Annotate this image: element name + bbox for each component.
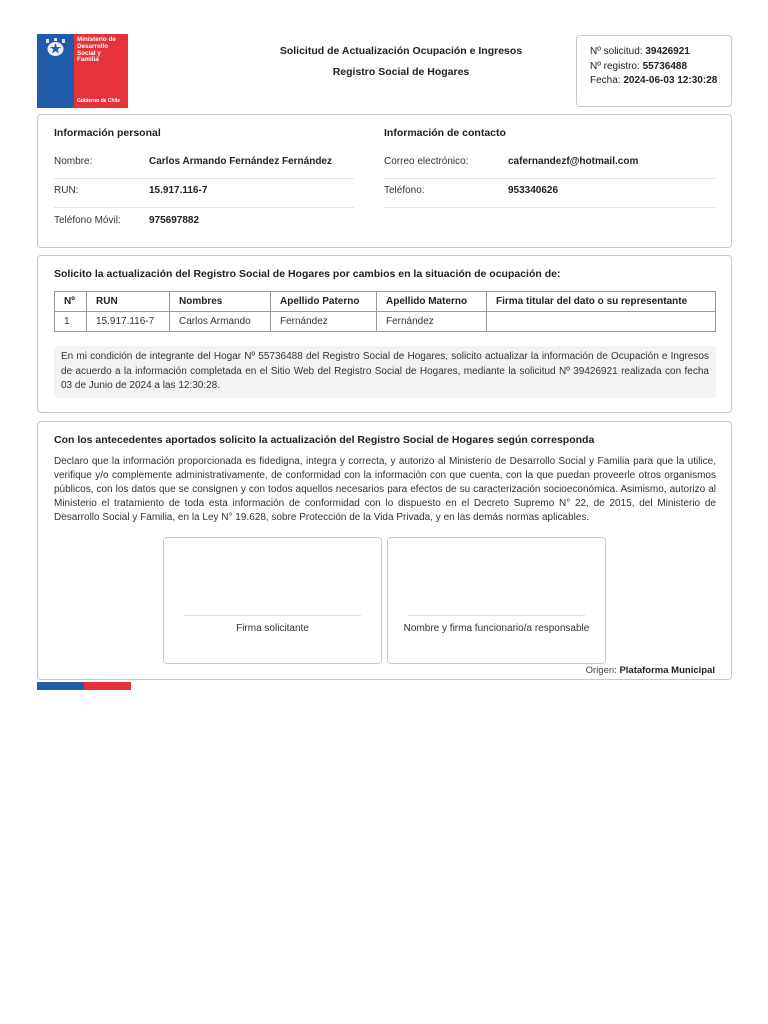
official-signature-label: Nombre y firma funcionario/a responsable <box>403 623 590 634</box>
request-date-row: Fecha: 2024-06-03 12:30:28 <box>590 75 718 86</box>
table-header-row <box>55 292 716 312</box>
request-number-row: Nº solicitud: 39426921 <box>590 46 690 57</box>
request-number: 39426921 <box>645 46 690 57</box>
signature-line <box>408 615 585 616</box>
flag-stripe-blue <box>37 682 84 690</box>
ministry-logo <box>37 34 128 108</box>
column-header: Nº <box>55 292 87 312</box>
divider <box>54 178 354 179</box>
table-cell: 1 <box>55 312 87 332</box>
run-label: RUN: <box>54 185 79 196</box>
column-header: Nombres <box>170 292 271 312</box>
run-value: 15.917.116-7 <box>149 185 208 196</box>
email-value: cafernandezf@hotmail.com <box>508 156 639 167</box>
signature-line <box>184 615 361 616</box>
request-date: 2024-06-03 12:30:28 <box>623 75 718 86</box>
divider <box>54 207 354 208</box>
flag-stripe-red <box>84 682 131 690</box>
phone-value: 953340626 <box>508 185 559 196</box>
occupation-request-card <box>37 255 732 413</box>
table-cell: 15.917.116-7 <box>87 312 170 332</box>
table-row <box>55 312 716 332</box>
declaration-card <box>37 421 732 680</box>
declaration-text: Declaro que la información proporcionada es fidedigna, integra y correcta, y autorizo al Ministerio de Desarrollo Social y Familia para que la utilice, verifique y/o complemente administrativamente, de conformidad con la información con que cuenta, con la que puedan proveerle otros organismos públicos, con los datos que se consignen y con todos aquellos necesarios para efectos de su caracterización socioeconómica. Asimismo, autorizo al Ministerio el tratamiento de toda esta información de conformidad con lo dispuesto en el Decreto Supremo N° 22, de 2015, del Ministerio de Desarrollo Social y Familia, en la Ley N° 19.628, sobre Protección de la Vida Privada, y en las demás normas aplicables. <box>54 456 716 523</box>
email-label: Correo electrónico: <box>384 156 469 167</box>
official-signature-box <box>387 537 606 664</box>
personal-info-title: Información personal <box>54 127 161 139</box>
applicant-signature-label: Firma solicitante <box>236 623 309 634</box>
request-notice: En mi condición de integrante del Hogar Nº 55736488 del Registro Social de Hogares, solicito actualizar la información de Ocupación e Ingresos de acuerdo a la información completada en el Sitio Web del Registro Social de Hogares, mediante la solicitud Nº 39426921 realizada con fecha 03 de Junio de 2024 a las 12:30:28. <box>54 346 716 398</box>
name-value: Carlos Armando Fernández Fernández <box>149 156 332 167</box>
logo-ministry-name: Ministerio de Desarrollo Social y Familia <box>77 36 116 64</box>
registry-number-row: Nº registro: 55736488 <box>590 60 688 72</box>
divider <box>384 207 716 208</box>
document-subtitle: Registro Social de Hogares <box>332 66 470 78</box>
column-header: Apellido Materno <box>377 292 487 312</box>
document-title: Solicitud de Actualización Ocupación e Ingresos <box>279 45 523 57</box>
personal-contact-card <box>37 114 732 248</box>
column-header: RUN <box>87 292 170 312</box>
registry-number: 55736488 <box>642 60 688 72</box>
signature-cell <box>487 312 716 332</box>
divider <box>384 178 716 179</box>
table-cell: Fernández <box>377 312 487 332</box>
mobile-value: 975697882 <box>149 215 200 226</box>
phone-label: Teléfono: <box>384 185 425 196</box>
origin-note: Origen: Plataforma Municipal <box>585 665 715 676</box>
logo-government-label: Gobierno de Chile <box>77 98 121 104</box>
applicant-signature-box <box>163 537 382 664</box>
table-cell: Fernández <box>271 312 377 332</box>
column-header: Apellido Paterno <box>271 292 377 312</box>
contact-info-title: Información de contacto <box>384 127 506 139</box>
name-label: Nombre: <box>54 156 93 167</box>
table-cell: Carlos Armando <box>170 312 271 332</box>
column-header: Firma titular del dato o su representante <box>487 292 716 312</box>
mobile-label: Teléfono Móvil: <box>54 215 121 226</box>
declaration-title: Con los antecedentes aportados solicito la actualización del Registro Social de Hogares según corresponda <box>54 434 595 446</box>
members-table <box>54 291 716 332</box>
request-section-title: Solicito la actualización del Registro Social de Hogares por cambios en la situación de ocupación de: <box>54 268 561 280</box>
origin-value: Plataforma Municipal <box>619 665 715 676</box>
request-meta-box <box>576 35 732 107</box>
coat-of-arms-icon <box>41 37 70 59</box>
